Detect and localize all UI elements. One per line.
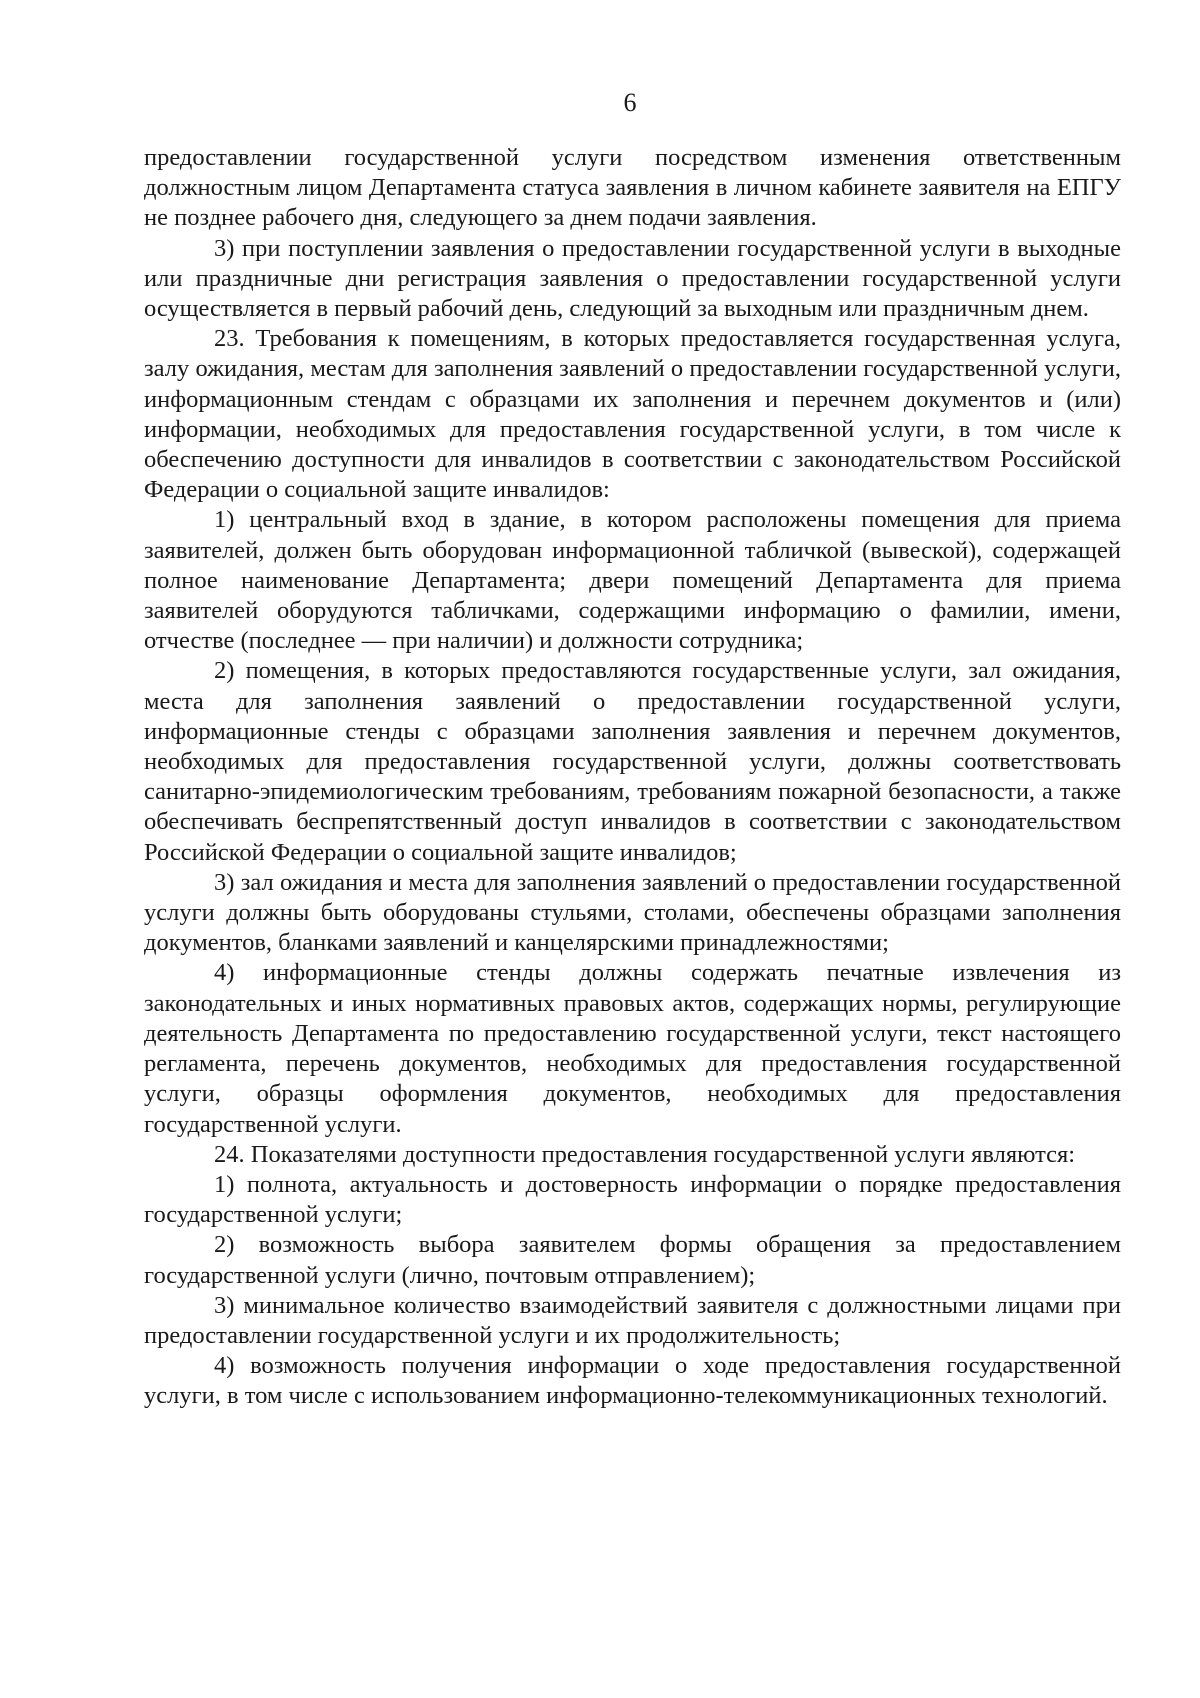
paragraph-continuation: предоставлении государственной услуги посредством изменения ответственным должностным лицом Департамента статуса заявления в личном кабинете заявителя на ЕПГУ не позднее рабочего дня, следующего за днем подачи заявления. [144, 144, 1121, 232]
paragraph-item-3-registration: 3) при поступлении заявления о предоставлении государственной услуги в выходные или праздничные дни регистрация заявления о предоставлении государственной услуги осуществляется в первый рабочий день, следующий за выходным или праздничным днем. [144, 234, 1121, 323]
paragraph-23-item-1: 1) центральный вход в здание, в котором расположены помещения для приема заявителей, должен быть оборудован информационной табличкой (вывеской), содержащей полное наименование Департамента; двери помещений Департамента для приема заявителей оборудуются табличками, содержащими информацию о фамилии, имени, отчестве (последнее — при наличии) и должности сотрудника; [144, 506, 1121, 655]
paragraph-24-item-3: 3) минимальное количество взаимодействий заявителя с должностными лицами при предоставлении государственной услуги и их продолжительность; [144, 1291, 1121, 1349]
paragraph-23-item-3: 3) зал ожидания и места для заполнения заявлений о предоставлении государственной услуги должны быть оборудованы стульями, столами, обеспечены образцами заполнения документов, бланками заявлений и канцелярскими принадлежностями; [144, 868, 1121, 957]
paragraph-24-item-2: 2) возможность выбора заявителем формы обращения за предоставлением государственной услуги (лично, почтовым отправлением); [144, 1231, 1121, 1289]
paragraph-23-requirements: 23. Требования к помещениям, в которых предоставляется государственная услуга, залу ожидания, местам для заполнения заявлений о предоставлении государственной услуги, информационным стендам с образцами их заполнения и перечнем документов и (или) информации, необходимых для предоставления государственной услуги, в том числе к обеспечению доступности для инвалидов в соответствии с законодательством Российской Федерации о социальной защите инвалидов: [144, 325, 1121, 504]
paragraph-23-item-2: 2) помещения, в которых предоставляются государственные услуги, зал ожидания, места для заполнения заявлений о предоставлении государственной услуги, информационные стенды с образцами заполнения заявления и перечнем документов, необходимых для предоставления государственной услуги, должны соответствовать санитарно-эпидемиологическим требованиям, требованиям пожарной безопасности, а также обеспечивать беспрепятственный доступ инвалидов в соответствии с законодательством Российской Федерации о социальной защите инвалидов; [144, 657, 1121, 866]
paragraph-24-item-4: 4) возможность получения информации о ходе предоставления государственной услуги, в том числе с использованием информационно-телекоммуникационных технологий. [144, 1352, 1121, 1410]
paragraph-24-item-1: 1) полнота, актуальность и достоверность информации о порядке предоставления государственной услуги; [144, 1170, 1121, 1229]
paragraph-24-indicators: 24. Показателями доступности предоставления государственной услуги являются: [214, 1140, 1076, 1168]
paragraph-23-item-4: 4) информационные стенды должны содержать печатные извлечения из законодательных и иных нормативных правовых актов, содержащих нормы, регулирующие деятельность Департамента по предоставлению государственной услуги, текст настоящего регламента, перечень документов, необходимых для предоставления государственной услуги, образцы оформления документов, необходимых для предоставления государственной услуги. [144, 959, 1121, 1138]
page-number: 6 [623, 88, 637, 117]
document-body [144, 143, 1121, 1412]
